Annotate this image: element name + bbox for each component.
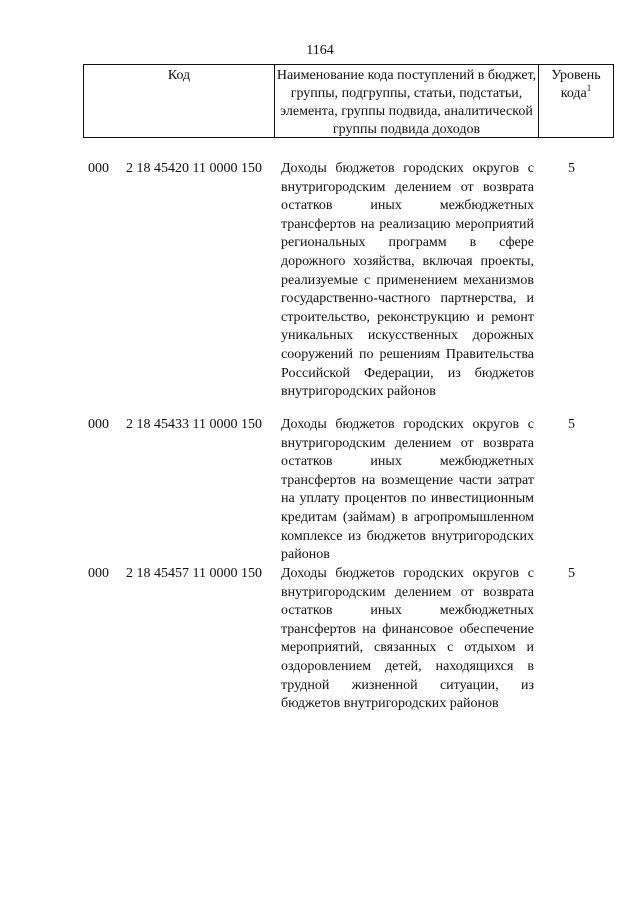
- row-code: 2 18 45457 11 0000 150: [126, 566, 262, 581]
- header-name: Наименование кода поступлений в бюджет, группы, подгруппы, статьи, подстатьи, элемента, группы подвида, аналитической группы подвида доходов: [275, 65, 539, 137]
- header-level-cell: [539, 65, 613, 137]
- row-name: Доходы бюджетов городских округов с внутригородским делением от возврата остатков иных межбюджетных трансфертов на возмещение части затрат на уплату процентов по инвестиционным кредитам (займам) в агропромышленном комплексе из бюджетов внутригородских районов: [281, 417, 534, 563]
- row-code: 2 18 45420 11 0000 150: [126, 161, 262, 176]
- row-prefix: 000: [88, 161, 109, 176]
- header-level: Уровень кода: [551, 68, 601, 101]
- row-level: 5: [568, 161, 575, 176]
- row-level: 5: [568, 417, 575, 432]
- row-prefix: 000: [88, 566, 109, 581]
- header-level-footnote: 1: [586, 83, 592, 93]
- row-prefix: 000: [88, 417, 109, 432]
- row-code: 2 18 45433 11 0000 150: [126, 417, 262, 432]
- table-header: [83, 64, 614, 138]
- row-level: 5: [568, 566, 575, 581]
- row-name: Доходы бюджетов городских округов с внутригородским делением от возврата остатков иных межбюджетных трансфертов на реализацию мероприятий региональных программ в сфере дорожного хозяйства, включая проекты, реализуемые с применением механизмов государственно-частного партнерства, и строительство, реконструкцию и ремонт уникальных искусственных дорожных сооружений по решениям Правительства Российской Федерации, из бюджетов внутригородских районов: [281, 161, 534, 400]
- page-number: 1164: [306, 43, 334, 58]
- header-code: Код: [84, 65, 275, 137]
- row-name: Доходы бюджетов городских округов с внутригородским делением от возврата остатков иных межбюджетных трансфертов на финансовое обеспечение мероприятий, связанных с отдыхом и оздоровлением детей, находящихся в трудной жизненной ситуации, из бюджетов внутригородских районов: [281, 566, 534, 712]
